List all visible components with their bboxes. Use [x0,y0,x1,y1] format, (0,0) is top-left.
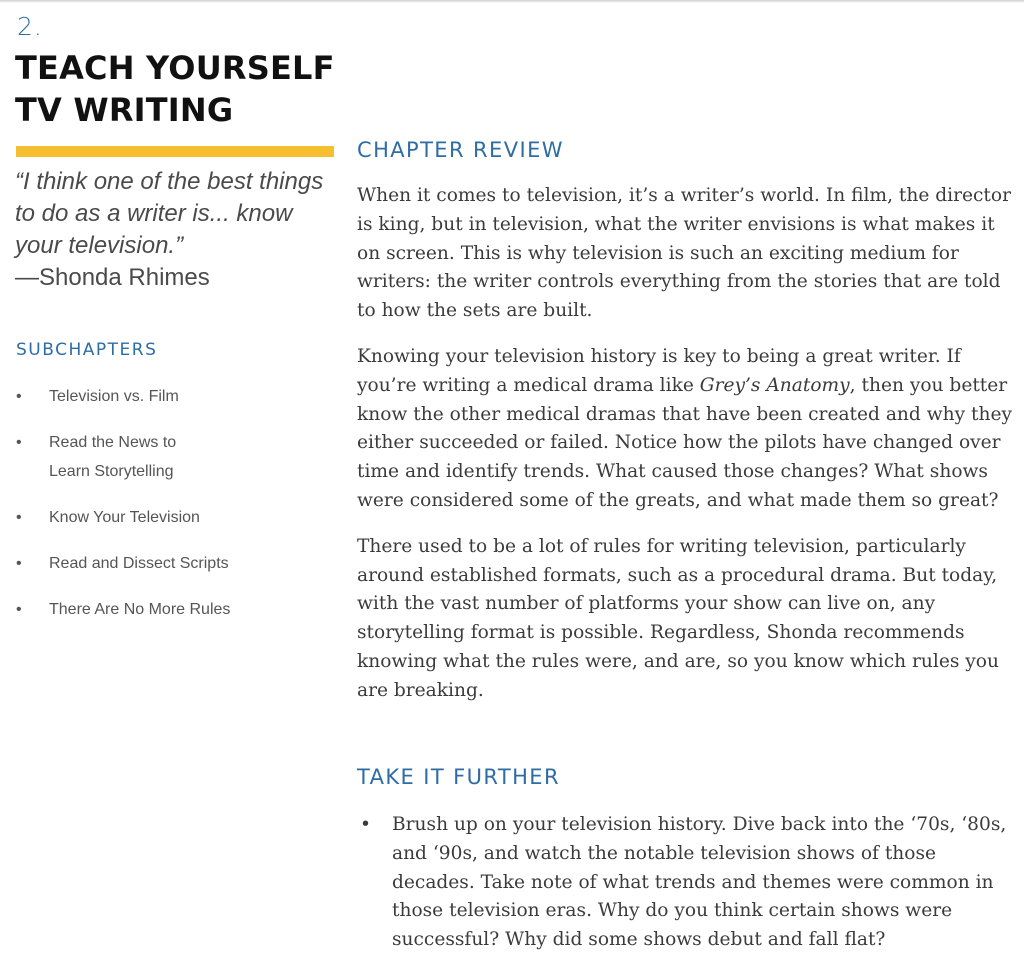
subchapter-label: Read the News to Learn Storytelling [49,434,177,480]
subchapter-label: Know Your Television [49,509,200,526]
page-top-shadow [0,0,1024,3]
bullet-icon: • [16,601,22,618]
show-title-italic: Grey’s Anatomy [699,374,850,396]
chapter-title-line-1: TEACH YOURSELF [15,49,335,87]
subchapter-label: There Are No More Rules [49,601,231,618]
subchapter-label: Television vs. Film [49,388,179,405]
chapter-review-body [357,182,1023,723]
review-paragraph-2-end: , then you better know the other medical dramas that have been created and why they either succeeded or failed. Notice how the pilots have changed over time and identify trends. What caused those changes? What shows were considered some of the greats, and what made them so great? [357,374,1012,511]
further-list-item [357,811,1024,955]
take-it-further-heading: TAKE IT FURTHER [357,765,560,789]
subchapters-heading: SUBCHAPTERS [16,340,158,360]
accent-bar [16,146,334,157]
review-paragraph-3: There used to be a lot of rules for writing television, particularly around established formats, such as a procedural drama. But today, with the vast number of platforms your show can live on, any storytelling format is possible. Regardless, Shonda recommends knowing what the rules were, and are, so you know which rules you are breaking. [357,535,999,701]
bullet-icon: • [360,814,371,835]
bullet-icon: • [16,388,22,405]
subchapter-item-no-more-rules[interactable] [16,595,336,624]
pull-quote [15,166,335,294]
subchapter-label: Read and Dissect Scripts [49,555,229,572]
subchapter-item-know-your-television[interactable] [16,503,336,532]
quote-text: “I think one of the best things to do as a writer is... know your television.” [15,168,324,259]
take-it-further-list [357,811,1024,955]
chapter-title [15,47,335,131]
chapter-review-heading: CHAPTER REVIEW [357,138,564,162]
review-paragraph-1: When it comes to television, it’s a writer’s world. In film, the director is king, but in television, what the writer envisions is what makes it on screen. This is why television is such an exciting medium for writers: the writer controls everything from the stories that are told to how the sets are built. [357,185,1011,322]
chapter-number: 2. [17,12,43,41]
subchapter-item-television-vs-film[interactable] [16,382,336,411]
chapter-title-line-2: TV WRITING [15,91,234,129]
review-paragraph-2-start: Knowing your television history is key to being a great writer. If you’re writing a medical drama like [357,345,961,396]
subchapter-item-read-and-dissect-scripts[interactable] [16,549,336,578]
subchapters-list [16,382,336,641]
quote-author: —Shonda Rhimes [15,264,210,291]
bullet-icon: • [16,509,22,526]
further-item-text: Brush up on your television history. Dive back into the ‘70s, ‘80s, and ‘90s, and watch the notable television shows of those decades. Take note of what trends and themes were common in those television eras. Why do you think certain shows were successful? Why did some shows debut and fall flat? [392,814,1007,951]
review-paragraph-2 [357,343,1023,516]
subchapter-item-read-the-news[interactable] [16,428,336,486]
bullet-icon: • [16,555,22,572]
bullet-icon: • [16,434,22,451]
